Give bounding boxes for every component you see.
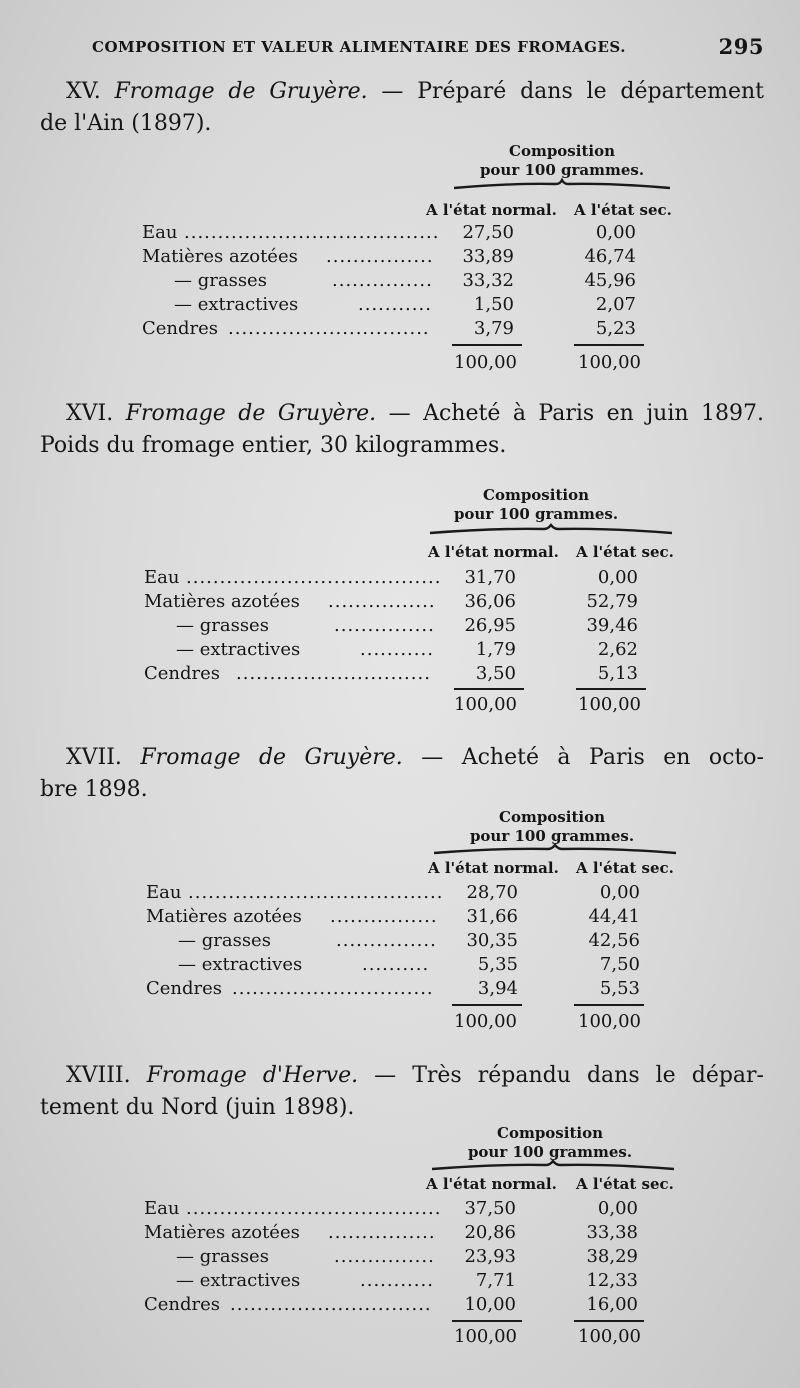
leader-dots: .............................. — [228, 318, 430, 339]
section-number: XVII. — [66, 745, 122, 770]
leader-dots: ........... — [358, 294, 432, 315]
section-description-line1: — Préparé dans le département — [381, 79, 764, 104]
value-sec: 38,29 — [586, 1246, 638, 1267]
composition-heading-line1: Composition — [499, 808, 605, 826]
row-label: — grasses — [176, 615, 269, 636]
row-label: — grasses — [176, 1246, 269, 1267]
value-sec: 0,00 — [595, 222, 636, 243]
leader-dots: .............................. — [232, 978, 434, 999]
leader-dots: ............................. — [236, 663, 431, 684]
brace-decoration — [432, 845, 678, 857]
value-normal: 3,94 — [477, 978, 518, 999]
section-title-italic: Fromage de Gruyère. — [140, 745, 403, 770]
composition-heading-line2: pour 100 grammes. — [479, 161, 645, 179]
total-rule-normal — [452, 344, 522, 346]
value-sec: 0,00 — [597, 1198, 638, 1219]
row-label: — extractives — [176, 1270, 301, 1291]
row-label: — extractives — [178, 954, 303, 975]
table-row — [144, 615, 684, 640]
section-title-xvii — [40, 742, 764, 806]
column-header-sec: A l'état sec. — [574, 201, 672, 219]
column-header-sec: A l'état sec. — [576, 543, 674, 561]
section-title-italic: Fromage d'Herve. — [146, 1063, 359, 1088]
total-rule-sec — [576, 688, 646, 690]
running-header — [92, 36, 764, 62]
table-row — [144, 1222, 684, 1247]
value-normal: 7,71 — [475, 1270, 516, 1291]
row-label: Eau — [144, 567, 180, 588]
row-label: — grasses — [178, 930, 271, 951]
table-row — [144, 567, 684, 592]
column-header-normal: A l'état normal. — [426, 1175, 557, 1193]
leader-dots: ...................................... — [188, 882, 444, 903]
value-sec: 44,41 — [588, 906, 640, 927]
total-rule-sec — [574, 344, 644, 346]
composition-heading — [440, 1124, 660, 1162]
row-label: Matières azotées — [142, 246, 298, 267]
total-rule-sec — [574, 1320, 644, 1322]
value-normal: 10,00 — [464, 1294, 516, 1315]
section-description-line2: tement du Nord (juin 1898). — [40, 1095, 355, 1120]
section-description-line2: de l'Ain (1897). — [40, 111, 212, 136]
value-sec: 39,46 — [586, 615, 638, 636]
section-number: XVI. — [66, 401, 114, 426]
section-number: XVIII. — [66, 1063, 131, 1088]
total-sec: 100,00 — [578, 352, 641, 373]
section-description-line2: bre 1898. — [40, 777, 148, 802]
value-sec: 16,00 — [586, 1294, 638, 1315]
composition-heading-line1: Composition — [497, 1124, 603, 1142]
leader-dots: ............... — [334, 1246, 435, 1267]
value-sec: 42,56 — [588, 930, 640, 951]
leader-dots: ............... — [336, 930, 437, 951]
table-row — [142, 294, 682, 319]
row-label: — grasses — [174, 270, 267, 291]
section-description-line1: — Très répandu dans le dépar- — [374, 1063, 764, 1088]
composition-heading-line2: pour 100 grammes. — [453, 505, 619, 523]
leader-dots: ........... — [360, 639, 434, 660]
value-sec: 5,13 — [597, 663, 638, 684]
table-row — [146, 978, 686, 1003]
section-number: XV. — [66, 79, 101, 104]
value-normal: 31,70 — [464, 567, 516, 588]
column-header-normal: A l'état normal. — [426, 201, 557, 219]
page-number: 295 — [718, 34, 764, 59]
total-rule-sec — [574, 1004, 644, 1006]
leader-dots: ............... — [332, 270, 433, 291]
table-row — [142, 270, 682, 295]
table-row — [146, 882, 686, 907]
value-normal: 30,35 — [466, 930, 518, 951]
row-label: Cendres — [144, 1294, 221, 1315]
leader-dots: ...................................... — [186, 567, 442, 588]
row-label: Matières azotées — [144, 1222, 300, 1243]
total-normal: 100,00 — [454, 694, 517, 715]
value-sec: 5,53 — [599, 978, 640, 999]
leader-dots: ................ — [326, 246, 434, 267]
total-normal: 100,00 — [454, 1326, 517, 1347]
value-sec: 7,50 — [599, 954, 640, 975]
table-row — [144, 1270, 684, 1295]
value-normal: 23,93 — [464, 1246, 516, 1267]
value-normal: 1,79 — [475, 639, 516, 660]
value-sec: 5,23 — [595, 318, 636, 339]
row-label: Eau — [144, 1198, 180, 1219]
value-sec: 0,00 — [597, 567, 638, 588]
total-rule-normal — [452, 1004, 522, 1006]
leader-dots: ........... — [360, 1270, 434, 1291]
value-sec: 12,33 — [586, 1270, 638, 1291]
value-sec: 45,96 — [584, 270, 636, 291]
column-header-sec: A l'état sec. — [576, 1175, 674, 1193]
section-title-xvi — [40, 398, 764, 462]
table-row — [146, 930, 686, 955]
total-rule-normal — [454, 688, 524, 690]
row-label: — extractives — [174, 294, 299, 315]
leader-dots: ................ — [328, 591, 436, 612]
value-normal: 28,70 — [466, 882, 518, 903]
row-label: Eau — [146, 882, 182, 903]
value-normal: 31,66 — [466, 906, 518, 927]
column-header-normal: A l'état normal. — [428, 543, 559, 561]
section-description-line1: — Acheté à Paris en juin 1897. — [388, 401, 764, 426]
value-normal: 5,35 — [477, 954, 518, 975]
composition-heading-line1: Composition — [509, 142, 615, 160]
row-label: Matières azotées — [146, 906, 302, 927]
value-sec: 52,79 — [586, 591, 638, 612]
value-sec: 2,62 — [597, 639, 638, 660]
row-label: Cendres — [146, 978, 223, 999]
value-normal: 20,86 — [464, 1222, 516, 1243]
table-row — [142, 222, 682, 247]
table-row — [144, 1294, 684, 1319]
leader-dots: ............... — [334, 615, 435, 636]
composition-heading-line2: pour 100 grammes. — [469, 827, 635, 845]
row-label: Cendres — [144, 663, 221, 684]
value-sec: 0,00 — [599, 882, 640, 903]
composition-heading — [426, 486, 646, 524]
table-row — [146, 906, 686, 931]
table-row — [142, 318, 682, 343]
total-sec: 100,00 — [578, 694, 641, 715]
composition-heading — [442, 808, 662, 846]
composition-heading-line1: Composition — [483, 486, 589, 504]
value-sec: 33,38 — [586, 1222, 638, 1243]
table-row — [144, 663, 684, 688]
total-normal: 100,00 — [454, 352, 517, 373]
value-normal: 27,50 — [462, 222, 514, 243]
total-sec: 100,00 — [578, 1326, 641, 1347]
row-label: — extractives — [176, 639, 301, 660]
composition-heading-line2: pour 100 grammes. — [467, 1143, 633, 1161]
table-row — [144, 1198, 684, 1223]
value-sec: 2,07 — [595, 294, 636, 315]
value-normal: 26,95 — [464, 615, 516, 636]
section-description-line2: Poids du fromage entier, 30 kilogrammes. — [40, 433, 507, 458]
brace-decoration — [452, 180, 672, 192]
table-row — [144, 591, 684, 616]
table-row — [144, 639, 684, 664]
composition-heading — [452, 142, 672, 180]
row-label: Cendres — [142, 318, 219, 339]
value-normal: 37,50 — [464, 1198, 516, 1219]
section-description-line1: — Acheté à Paris en octo- — [421, 745, 764, 770]
column-header-normal: A l'état normal. — [428, 859, 559, 877]
value-normal: 3,79 — [473, 318, 514, 339]
section-title-xv — [40, 76, 764, 140]
table-row — [144, 1246, 684, 1271]
leader-dots: ................ — [328, 1222, 436, 1243]
value-normal: 36,06 — [464, 591, 516, 612]
leader-dots: ...................................... — [186, 1198, 442, 1219]
table-row — [142, 246, 682, 271]
brace-decoration — [428, 525, 674, 537]
section-title-italic: Fromage de Gruyère. — [114, 79, 368, 104]
table-row — [146, 954, 686, 979]
section-title-italic: Fromage de Gruyère. — [125, 401, 377, 426]
value-normal: 33,32 — [462, 270, 514, 291]
leader-dots: ...................................... — [184, 222, 440, 243]
brace-decoration — [430, 1161, 676, 1173]
value-sec: 46,74 — [584, 246, 636, 267]
row-label: Eau — [142, 222, 178, 243]
running-title: COMPOSITION ET VALEUR ALIMENTAIRE DES FROMAGES. — [92, 38, 626, 56]
column-header-sec: A l'état sec. — [576, 859, 674, 877]
row-label: Matières azotées — [144, 591, 300, 612]
value-normal: 3,50 — [475, 663, 516, 684]
value-normal: 1,50 — [473, 294, 514, 315]
total-rule-normal — [452, 1320, 522, 1322]
value-normal: 33,89 — [462, 246, 514, 267]
leader-dots: .......... — [362, 954, 430, 975]
leader-dots: ................ — [330, 906, 438, 927]
section-title-xviii — [40, 1060, 764, 1124]
total-normal: 100,00 — [454, 1011, 517, 1032]
leader-dots: .............................. — [230, 1294, 432, 1315]
total-sec: 100,00 — [578, 1011, 641, 1032]
